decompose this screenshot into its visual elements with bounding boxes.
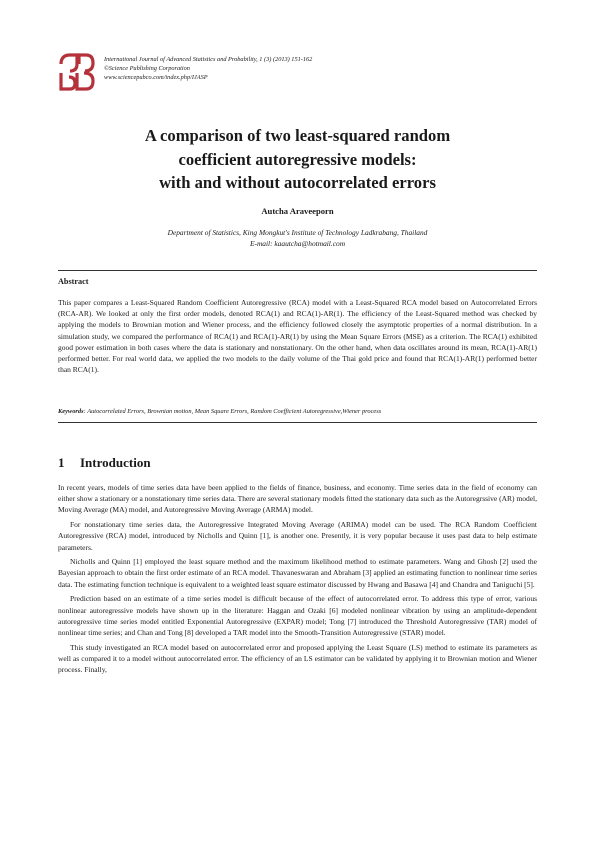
title-line-3: with and without autocorrelated errors [159,173,436,193]
affiliation-email[interactable]: E-mail: kaautcha@hotmail.com [249,239,346,248]
abstract-body: This paper compares a Least-Squared Random Coefficient Autoregressive (RCA) model with a Least-Squared RCA model based on Autocorrelated Errors (RCA-AR). We looked at only the first order models, denoted RCA(1) and RCA(1)-AR(1). The efficiency of the Least-Squared method was checked by applying the models to Brownian motion and Wiener process, and the efficiency followed closely the asymptotic properties of a normal distribution. In a simulation study, we compared the performance of RCA(1) and RCA(1)-AR(1) by using the Mean Square Errors (MSE) as a criterion. The RCA(1) exhibited good power estimation in both cases where the data is stationary and nonstationary. On the other hand, when data oscillates around its mean, RCA(1)-AR(1) performed better. For real world data, we applied the two models to the daily volume of the Thai gold price and found that RCA(1)-AR(1) performed better than RCA(1). [58,298,537,375]
affiliation [60,227,535,249]
journal-header [104,55,312,82]
keywords-label: Keywords [58,408,84,415]
publisher-line: ©Science Publishing Corporation [104,65,190,72]
paragraph: Prediction based on an estimate of a time series model is difficult because of the effect of autocorrelated error. To address this type of error, various nonlinear autoregressive models have shown up in the literature: Haggan and Ozaki [6] modeled nonlinear vibration by using an amplitude-dependent autoregressive time series model entitled Exponential Autoregressive (EXPAR) model; Tong [7] introduced the Threshold Autoregressive (TAR) model of nonlinear time series; and Chan and Tong [8] developed a TAR model into the Smooth-Transition Autoregressive (STAR) model. [58,594,537,637]
section-title: Introduction [80,455,151,470]
abstract-heading: Abstract [58,277,89,286]
journal-url[interactable]: www.sciencepubco.com/index.php/IJASP [104,74,208,81]
section-number: 1 [58,455,65,470]
paragraph: This study investigated an RCA model based on autocorrelated error and proposed applying the Least Square (LS) method to estimate its parameters as well as compared it to a model without autocorrelated error. The efficiency of an LS estimator can be validated by applying it to Brownian motion and Wiener process. Finally, [58,642,537,675]
title-line-1: A comparison of two least-squared random [144,126,451,145]
paragraph: For nonstationary time series data, the Autoregressive Integrated Moving Average (ARIMA) model can be used. The RCA Random Coefficient Autoregressive (RCA) model, introduced by Nicholls and Quinn [1], is another one. Presently, it is very popular because it uses past data to help estimate parameters. [58,520,537,552]
author-name: Autcha Araveeporn [261,206,334,216]
keywords [58,408,537,415]
science-publishing-logo [58,52,96,92]
keywords-list: : Autocorrelated Errors, Brownian motion, Mean Square Errors, Random Coefficient Autoregressive,Wiener process [83,408,382,415]
paragraph: Nicholls and Quinn [1] employed the least square method and the maximum likelihood method to estimate parameters. Wang and Ghosh [2] used the Bayesian approach to obtain the first order estimate of an RCA model. Thavaneswaran and Abraham [3] applied an estimating function to nonlinear time series data. The estimating function technique is equivalent to a weighted least square estimator discussed by Hwang and Basawa [4] and Chandra and Taniguchi [5]. [58,557,537,589]
title-line-2: coefficient autoregressive models: [178,149,417,169]
section-heading [58,455,151,471]
abstract-bottom-rule [58,422,537,423]
abstract-top-rule [58,270,537,271]
journal-citation: International Journal of Advanced Statistics and Probability, 1 (3) (2013) 151-162 [104,56,313,63]
paragraph: In recent years, models of time series data have been applied to the fields of finance, business, and economy. Time series data in the field of economy can either show a stationary or a nonstationary time series data. There are several stationary models fitted the stationary data such as the Autoregrssive (AR) model, Moving Average (MA) model, and Autoregressive Moving Average (ARMA) model. [58,483,537,515]
paper-title [60,124,535,195]
introduction-body [58,482,537,679]
affiliation-department: Department of Statistics, King Mongkut's Institute of Technology Ladkrabang, Thailand [167,228,428,237]
